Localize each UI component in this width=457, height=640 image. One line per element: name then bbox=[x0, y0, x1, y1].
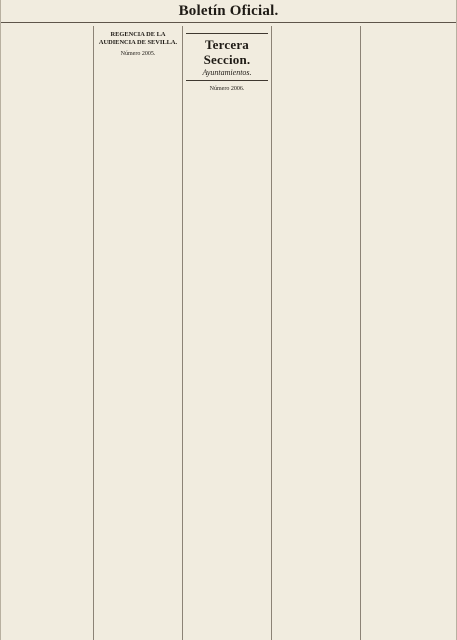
section-title: Tercera Seccion. bbox=[203, 37, 251, 67]
column-2-text-bottom bbox=[97, 62, 179, 63]
column-3-text-top bbox=[186, 26, 268, 27]
regencia-heading: REGENCIA DE LA AUDIENCIA DE SEVILLA. bbox=[98, 31, 178, 46]
notice-number-2006: Número 2006. bbox=[209, 86, 245, 92]
column-3-text-bottom bbox=[186, 97, 268, 98]
notice-number-2005: Número 2005. bbox=[120, 51, 156, 57]
column-5 bbox=[361, 26, 450, 640]
column-2 bbox=[94, 26, 183, 640]
column-1 bbox=[5, 26, 94, 640]
masthead bbox=[1, 0, 456, 23]
column-3 bbox=[183, 26, 272, 640]
masthead-title: Boletín Oficial. bbox=[178, 2, 279, 19]
column-4 bbox=[272, 26, 361, 640]
column-5-text bbox=[364, 26, 447, 27]
section-box bbox=[186, 33, 268, 81]
column-4-text bbox=[275, 26, 357, 27]
section-subtitle: Ayuntamientos. bbox=[202, 68, 252, 77]
body-columns bbox=[1, 26, 456, 640]
column-2-text-top bbox=[97, 26, 179, 27]
column-1-text bbox=[8, 26, 90, 27]
